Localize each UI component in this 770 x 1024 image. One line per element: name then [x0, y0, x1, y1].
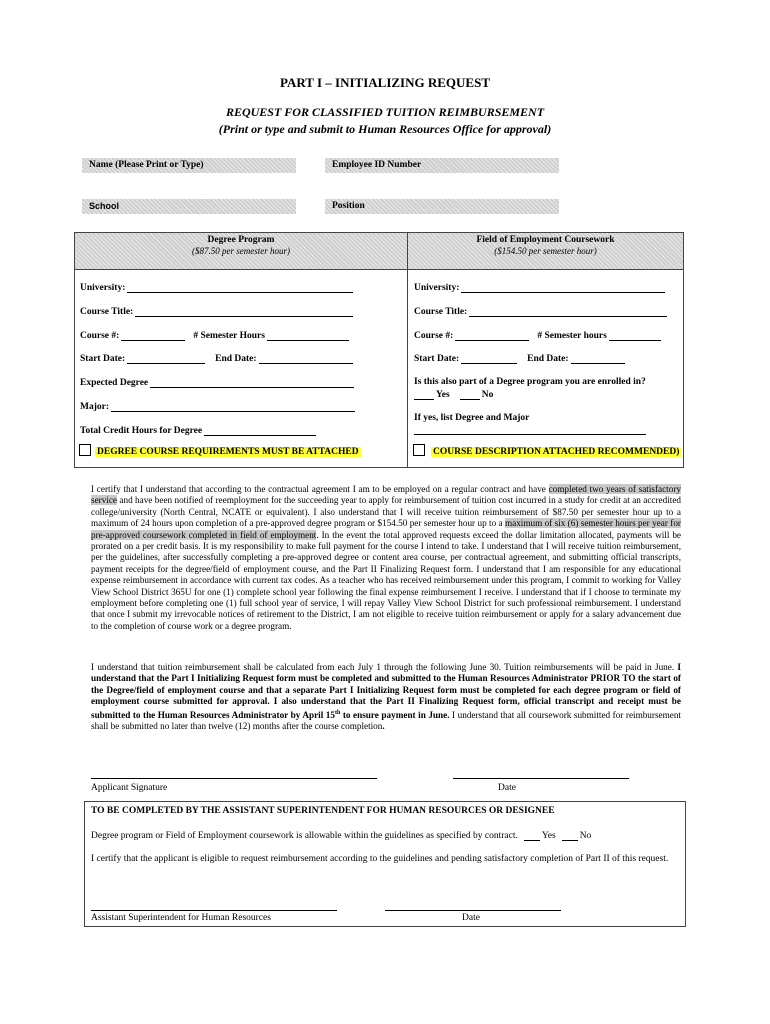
degree-university-label: University: [80, 283, 126, 293]
field-end-date-input[interactable] [571, 353, 625, 364]
p2-end: . [382, 721, 385, 732]
position-field[interactable]: Position [325, 199, 559, 214]
degree-end-date-input[interactable] [259, 353, 353, 364]
approval-allowable-label: Degree program or Field of Employment coursework is allowable within the guidelines as specified by contract. [91, 831, 518, 841]
approval-yes-input[interactable] [524, 830, 540, 841]
approval-no-label: No [579, 831, 592, 841]
degree-total-credit-label: Total Credit Hours for Degree [80, 426, 203, 436]
asst-super-signature-line[interactable] [91, 910, 337, 911]
degree-attached-label: DEGREE COURSE REQUIREMENTS MUST BE ATTACHED [97, 447, 359, 457]
p1-highlight-service: completed two years of satisfactory service [91, 484, 681, 506]
degree-major-row [80, 401, 357, 412]
field-yes-label: Yes [436, 390, 450, 400]
field-rate: ($154.50 per semester hour) [494, 246, 597, 256]
degree-semester-hours-input[interactable] [267, 330, 349, 341]
field-course-num-input[interactable] [455, 330, 529, 341]
p2-text-b: I understand that all coursework submitted for reimbursement shall be submitted no later than twelve (12) months after the course completion [91, 709, 681, 732]
p2-bold-2: to ensure payment in June. [340, 709, 450, 720]
approval-certify-text: I certify that the applicant is eligible to request reimbursement according to the guidelines and pending satisfactory completion of Part II of this request. [91, 854, 669, 864]
degree-university-input[interactable] [127, 282, 353, 293]
approval-allowable-row [91, 830, 591, 841]
calculation-paragraph [91, 662, 681, 733]
degree-attached-checkbox[interactable] [79, 444, 91, 456]
degree-total-credit-row [80, 425, 318, 436]
p2-text-a: I understand that tuition reimbursement shall be calculated from each July 1 through the following June 30. Tuition reimbursements will be paid in June. [91, 662, 678, 672]
field-university-row [414, 282, 667, 293]
employee-id-field[interactable]: Employee ID Number [325, 158, 559, 173]
field-university-input[interactable] [461, 282, 665, 293]
field-semester-hours-input[interactable] [609, 330, 661, 341]
field-end-date-label: End Date: [527, 354, 569, 364]
field-question-row [414, 377, 646, 387]
degree-start-date-label: Start Date: [80, 354, 126, 364]
degree-university-row [80, 282, 355, 293]
field-course-title-label: Course Title: [414, 307, 468, 317]
degree-expected-input[interactable] [150, 377, 354, 388]
field-attached-label: COURSE DESCRIPTION ATTACHED RECOMMENDED) [433, 447, 680, 457]
field-course-num-row [414, 330, 663, 341]
degree-expected-row [80, 377, 356, 388]
applicant-signature-line[interactable] [91, 778, 377, 779]
p1-text-b: and have been notified of reemployment for the succeeding year to apply for reimbursement of tuition cost incurred in a study for credit at an accredited college/university (North Central, NCATE or equivalent). I also understand that I will receive tuition reimbursement of $87.50 per semester hour up to a maximum of 24 hours upon completion of a pre-approved degree program or $154.50 per semester hour up to a [91, 495, 681, 529]
field-attached-checkbox[interactable] [413, 444, 425, 456]
approval-heading: TO BE COMPLETED BY THE ASSISTANT SUPERINTENDENT FOR HUMAN RESOURCES OR DESIGNEE [91, 806, 555, 816]
degree-course-num-row [80, 330, 351, 341]
approval-yes-label: Yes [541, 831, 556, 841]
field-start-date-label: Start Date: [414, 354, 460, 364]
field-yes-input[interactable] [414, 389, 434, 400]
field-list-degree-input[interactable] [414, 434, 646, 435]
degree-course-title-row [80, 306, 355, 317]
certification-paragraph [91, 484, 681, 632]
field-no-input[interactable] [460, 389, 480, 400]
table-column-divider [407, 232, 408, 468]
field-list-degree-label: If yes, list Degree and Major [414, 413, 530, 423]
degree-semester-hours-label: # Semester Hours [193, 331, 265, 341]
degree-total-credit-input[interactable] [204, 425, 316, 436]
asst-super-label: Assistant Superintendent for Human Resources [91, 913, 271, 923]
degree-dates-row [80, 353, 355, 364]
field-heading [408, 235, 683, 257]
degree-course-num-label: Course #: [80, 331, 120, 341]
school-field[interactable]: School [82, 199, 296, 214]
degree-end-date-label: End Date: [215, 354, 257, 364]
p2-bold-1: I understand that the Part I Initializing Request form must be completed and submitted to the Human Resources Administrator PRIOR TO the start of the Degree/field of employment course and that a separate Part I Initializing Request form must be completed for each degree program or field of employment course submitted for approval. I also understand that the Part II Finalizing Request form, official transcript and receipt must be submitted to the Human Resources Administrator by April 15 [91, 662, 681, 720]
approval-no-input[interactable] [562, 830, 578, 841]
field-course-num-label: Course #: [414, 331, 454, 341]
degree-rate: ($87.50 per semester hour) [192, 246, 290, 256]
field-semester-hours-label: # Semester hours [537, 331, 607, 341]
p1-text-c: . In the event the total approved requests exceed the dollar limitation allocated, payments will be prorated on a per credit basis. It is my responsibility to make full payment for the course I intend to take. I understand that I will receive tuition reimbursement, per the guidelines, after successfully completing a pre-approved degree or content area course, per contractual agreement, and submitting official transcripts, payment receipts for the degree/field of employment course, and the Part II Finalizing Request form. I understand that I am responsible for any educational expense reimbursement in accordance with current tax codes. As a teacher who has received reimbursement under this program, I commit to working for Valley View School District 365U for one (1) complete school year following the final expense reimbursement I receive. I understand that if I choose to terminate my employment before completing one (1) full school year of service, I will repay Valley View School District for such professional reimbursement. I understand that once I submit my irrevocable notices of retirement to the District, I am not eligible to receive tuition reimbursement or apply for a salary advancement due to the completion of course work or a degree program. [91, 529, 681, 631]
field-course-title-row [414, 306, 669, 317]
degree-start-date-input[interactable] [127, 353, 205, 364]
degree-heading-title: Degree Program [207, 235, 275, 245]
field-list-degree-row [414, 413, 529, 423]
field-course-title-input[interactable] [469, 306, 667, 317]
approval-date-label: Date [462, 913, 480, 923]
p1-highlight-maximum: maximum of six (6) semester hours per year for pre-approved coursework completed in field of employment [91, 518, 681, 540]
degree-major-input[interactable] [111, 401, 355, 412]
degree-expected-label: Expected Degree [80, 378, 149, 388]
applicant-date-line[interactable] [453, 778, 629, 779]
field-question-label: Is this also part of a Degree program you are enrolled in? [414, 377, 646, 387]
field-university-label: University: [414, 283, 460, 293]
degree-course-num-input[interactable] [121, 330, 185, 341]
degree-major-label: Major: [80, 402, 110, 412]
degree-course-title-label: Course Title: [80, 307, 134, 317]
field-start-date-input[interactable] [461, 353, 517, 364]
part-title: PART I – INITIALIZING REQUEST [279, 75, 490, 90]
field-heading-title: Field of Employment Coursework [476, 235, 615, 245]
degree-course-title-input[interactable] [135, 306, 353, 317]
approval-date-line[interactable] [385, 910, 561, 911]
field-dates-row [414, 353, 627, 364]
degree-heading [75, 235, 407, 257]
form-instructions: (Print or type and submit to Human Resources Office for approval) [218, 122, 552, 136]
form-title: REQUEST FOR CLASSIFIED TUITION REIMBURSEMENT [225, 105, 545, 119]
p1-text-a: I certify that I understand that according to the contractual agreement I am to be employed on a regular contract and have [91, 484, 549, 494]
applicant-date-label: Date [498, 783, 516, 793]
field-yes-no-row [414, 389, 493, 400]
name-field[interactable]: Name (Please Print or Type) [82, 158, 296, 173]
table-header-divider [74, 269, 684, 270]
field-no-label: No [481, 390, 494, 400]
applicant-signature-label: Applicant Signature [91, 783, 168, 793]
p2-superscript: th [334, 709, 341, 716]
